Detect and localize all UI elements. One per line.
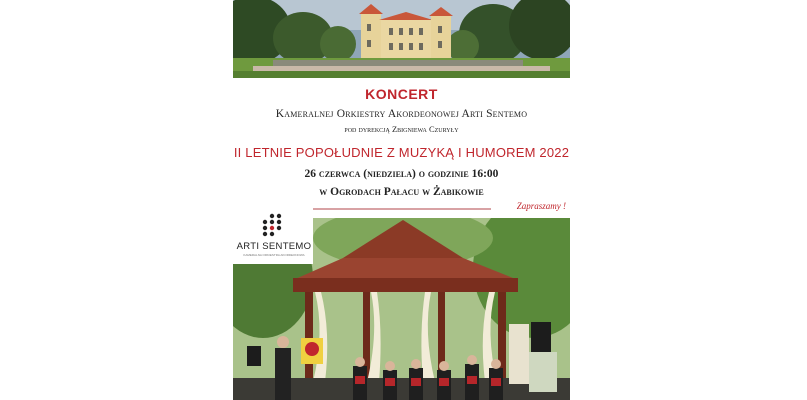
concert-poster [233, 0, 570, 400]
event-venue: w Ogrodach Pałacu w Żabikowie [319, 186, 484, 198]
logo-name: ARTI SENTEMO [236, 241, 312, 252]
logo-subtitle: KAMERALNA ORKIESTRA AKORDEONOWA [243, 253, 305, 257]
palace-photo [233, 0, 570, 78]
logo-dots-icon [260, 213, 284, 237]
conductor-line: pod dyrekcją Zbigniewa Czuryły [344, 124, 459, 134]
orchestra-name: Kameralnej Orkiestry Akordeonowej Arti Sentemo [275, 108, 528, 120]
event-date-time: 26 czerwca (niedziela) o godzinie 16:00 [304, 168, 499, 180]
divider-line [311, 208, 491, 210]
concert-heading: KONCERT [365, 86, 438, 102]
event-title: II LETNIE POPOŁUDNIE Z MUZYKĄ I HUMOREM 2022 [233, 145, 570, 160]
invitation-text: Zapraszamy ! [516, 201, 566, 211]
arti-sentemo-logo [233, 208, 313, 264]
